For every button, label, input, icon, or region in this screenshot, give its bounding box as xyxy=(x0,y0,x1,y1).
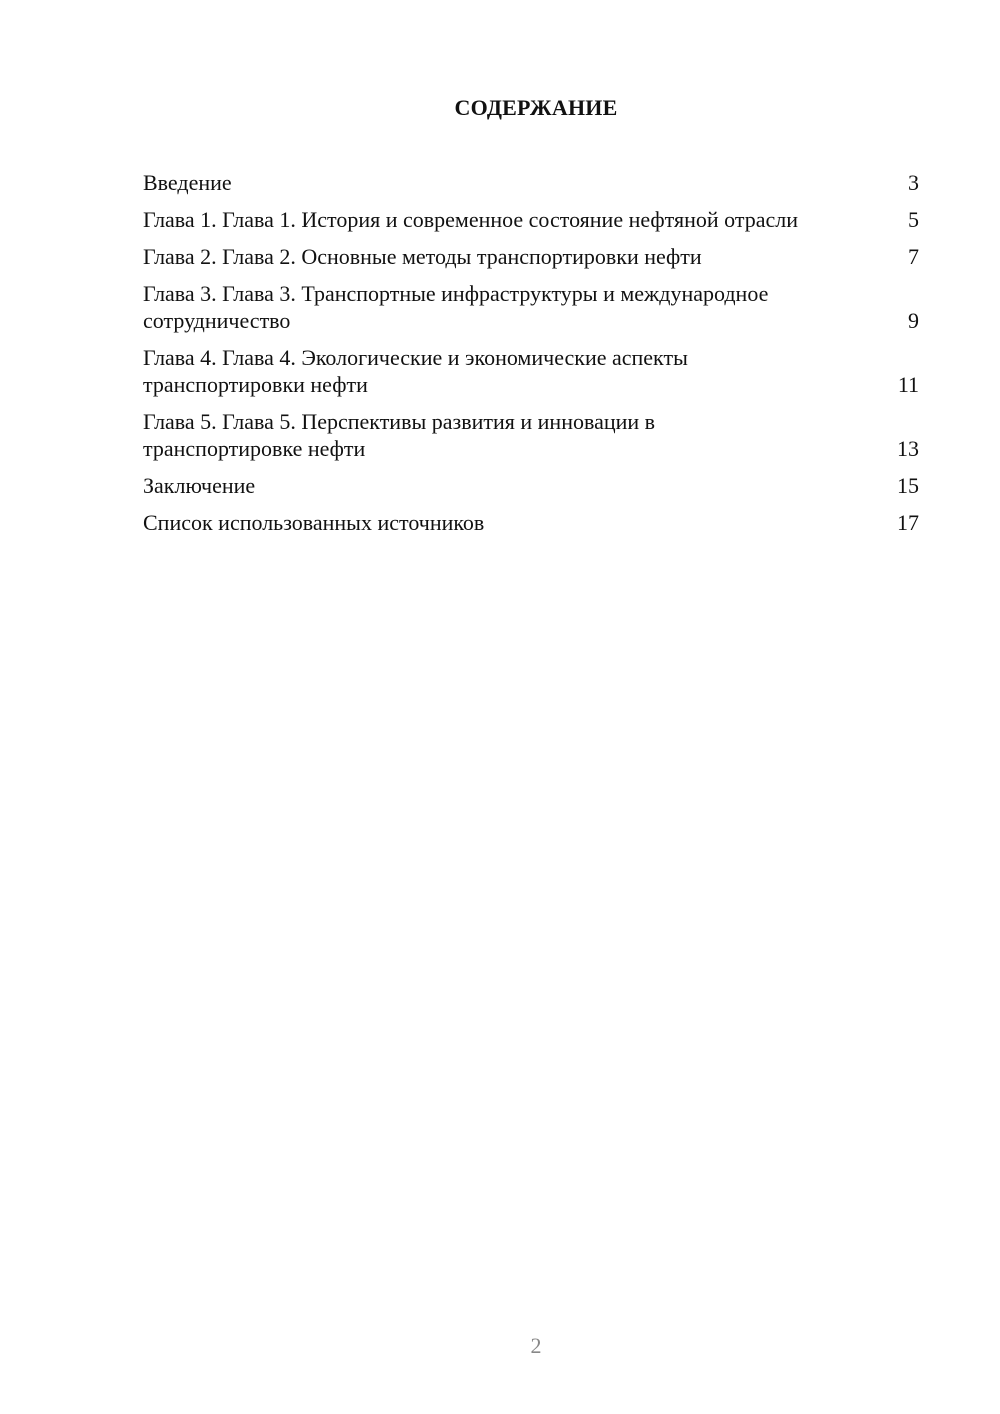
toc-entry-page: 9 xyxy=(908,308,919,333)
toc-entry-text: Глава 5. Глава 5. Перспективы развития и инновации в транспортировке нефти xyxy=(143,409,656,461)
toc-entry-chapter-3 xyxy=(143,280,919,334)
toc-entry-page: 3 xyxy=(908,170,919,195)
toc-entry-page: 5 xyxy=(908,207,919,232)
toc-entry-introduction xyxy=(143,169,919,196)
toc-entry-page: 15 xyxy=(897,473,919,498)
toc-entry-chapter-4 xyxy=(143,344,919,398)
toc-entry-conclusion xyxy=(143,472,919,499)
toc-entry-text: Заключение xyxy=(143,473,256,498)
toc-entry-page: 13 xyxy=(897,436,919,461)
toc-entry-text: Список использованных источников xyxy=(143,510,485,535)
toc-entry-references xyxy=(143,509,919,536)
toc-entry-chapter-5 xyxy=(143,408,919,462)
toc-entry-text: Введение xyxy=(143,170,232,195)
toc-entry-page: 11 xyxy=(897,372,919,397)
toc-entry-text: Глава 4. Глава 4. Экологические и экономические аспекты транспортировки нефти xyxy=(143,345,688,397)
toc-entry-text: Глава 3. Глава 3. Транспортные инфраструктуры и международное сотрудничество xyxy=(143,281,769,333)
page-number: 2 xyxy=(530,1333,542,1358)
toc-entry-chapter-2 xyxy=(143,243,919,270)
toc-entry-text: Глава 2. Глава 2. Основные методы транспортировки нефти xyxy=(143,244,702,269)
toc-entry-text: Глава 1. Глава 1. История и современное состояние нефтяной отрасли xyxy=(143,207,799,232)
toc-entry-chapter-1 xyxy=(143,206,919,233)
toc-entry-page: 17 xyxy=(897,510,919,535)
toc-entry-page: 7 xyxy=(908,244,919,269)
table-of-contents xyxy=(143,169,919,546)
page-title: СОДЕРЖАНИЕ xyxy=(454,95,618,120)
